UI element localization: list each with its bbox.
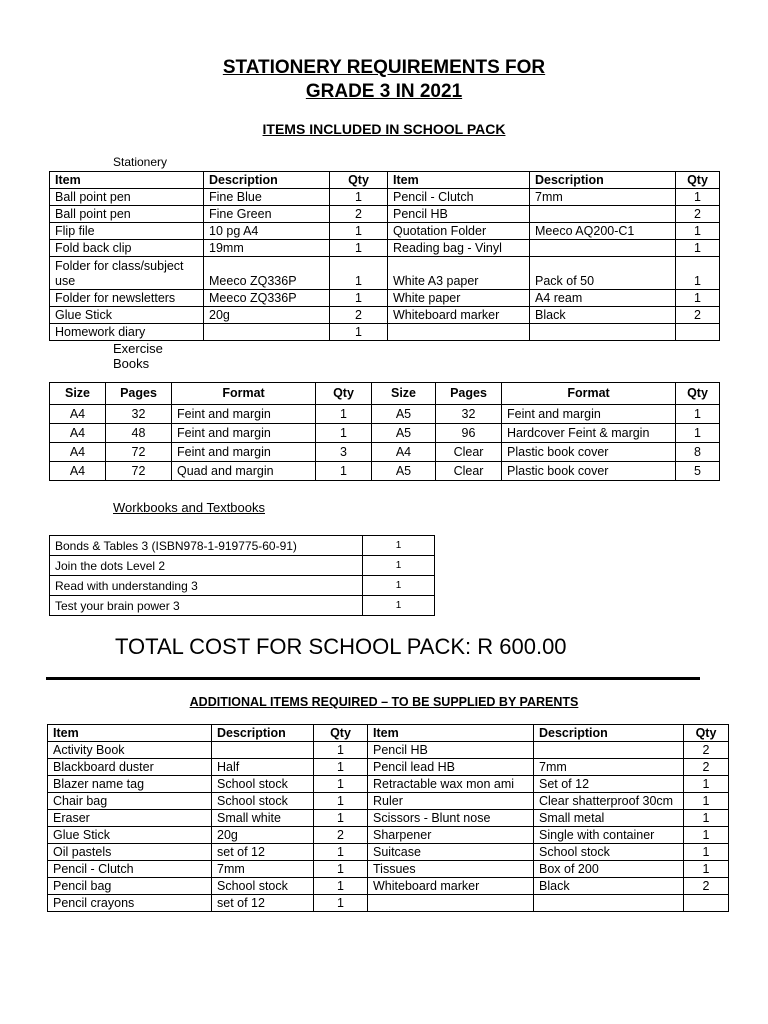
table-cell: 1 [684,776,729,793]
school-pack-heading: ITEMS INCLUDED IN SCHOOL PACK [262,121,506,137]
table-cell: Pack of 50 [530,257,676,290]
table-cell: 7mm [530,189,676,206]
table-cell [530,240,676,257]
table-cell: Blazer name tag [48,776,212,793]
table-cell: School stock [534,844,684,861]
table-cell: 1 [316,462,372,481]
table-row [50,223,720,240]
table-cell: 1 [330,324,388,341]
column-header: Description [212,725,314,742]
table-cell: School stock [212,776,314,793]
stationery-label: Stationery [113,155,168,169]
table-cell: 1 [314,861,368,878]
table-cell: Set of 12 [534,776,684,793]
table-cell: Ruler [368,793,534,810]
table-cell: Feint and margin [502,405,676,424]
column-header: Description [534,725,684,742]
table-cell: 1 [314,759,368,776]
table-cell: 1 [676,223,720,240]
table-cell: Sharpener [368,827,534,844]
table-cell [530,206,676,223]
column-header: Item [388,172,530,189]
table-cell: Small metal [534,810,684,827]
table-cell: A4 [372,443,436,462]
table-cell: A4 [50,462,106,481]
table-cell: 1 [330,223,388,240]
table-cell: Chair bag [48,793,212,810]
table-cell: 3 [316,443,372,462]
table-cell: School stock [212,793,314,810]
table-cell: 1 [314,793,368,810]
table-cell: 48 [106,424,172,443]
table-cell: 1 [684,844,729,861]
table-cell: Feint and margin [172,424,316,443]
table-cell: Tissues [368,861,534,878]
table-row [48,844,729,861]
table-cell [204,324,330,341]
table-cell: 1 [676,189,720,206]
table-cell: 1 [676,405,720,424]
table-cell: 2 [684,878,729,895]
table-cell [212,742,314,759]
table-cell: 1 [330,257,388,290]
table-cell [388,324,530,341]
table-cell: 1 [330,290,388,307]
column-header: Description [530,172,676,189]
table-cell [534,895,684,912]
table-cell: Half [212,759,314,776]
table-cell: 1 [684,827,729,844]
additional-items-table [47,724,729,912]
table-cell: 96 [436,424,502,443]
table-cell: Flip file [50,223,204,240]
table-cell: 2 [676,206,720,223]
table-cell: 1 [314,810,368,827]
table-cell: 1 [363,556,435,576]
table-cell: A4 [50,405,106,424]
table-cell: Box of 200 [534,861,684,878]
table-cell [534,742,684,759]
table-cell [368,895,534,912]
column-header: Size [50,383,106,405]
table-cell: 1 [676,290,720,307]
table-cell: Glue Stick [50,307,204,324]
table-cell: Ball point pen [50,206,204,223]
table-cell: 1 [363,576,435,596]
table-cell: 2 [684,759,729,776]
table-cell: Fold back clip [50,240,204,257]
table-cell: Quad and margin [172,462,316,481]
column-header: Item [368,725,534,742]
table-cell: 1 [314,844,368,861]
column-header: Qty [330,172,388,189]
column-header: Format [172,383,316,405]
table-cell: Suitcase [368,844,534,861]
table-row [48,861,729,878]
table-cell [530,324,676,341]
workbooks-table [49,535,435,616]
table-cell: A4 ream [530,290,676,307]
table-row [48,793,729,810]
table-cell: Single with container [534,827,684,844]
table-cell: 8 [676,443,720,462]
table-row [50,536,435,556]
table-cell: 1 [684,793,729,810]
table-cell: Bonds & Tables 3 (ISBN978-1-919775-60-91) [50,536,363,556]
table-cell: 1 [363,536,435,556]
table-cell: Glue Stick [48,827,212,844]
page-title-line1: STATIONERY REQUIREMENTS FOR [222,57,546,78]
table-cell: 7mm [212,861,314,878]
column-header: Qty [676,172,720,189]
table-cell: Join the dots Level 2 [50,556,363,576]
table-row [48,810,729,827]
table-cell: 10 pg A4 [204,223,330,240]
table-cell: 1 [676,257,720,290]
table-cell [676,324,720,341]
table-row [50,290,720,307]
column-header: Pages [436,383,502,405]
table-cell: 1 [314,878,368,895]
table-cell: 72 [106,462,172,481]
table-cell: 1 [330,240,388,257]
table-cell: Clear shatterproof 30cm [534,793,684,810]
table-cell: Pencil crayons [48,895,212,912]
table-cell: Feint and margin [172,405,316,424]
table-cell: Clear [436,462,502,481]
table-cell: Small white [212,810,314,827]
table-cell: Pencil bag [48,878,212,895]
table-row [48,776,729,793]
table-cell: 1 [676,424,720,443]
table-row [48,827,729,844]
table-cell: Activity Book [48,742,212,759]
table-cell: Read with understanding 3 [50,576,363,596]
column-header: Qty [316,383,372,405]
table-cell: 1 [314,895,368,912]
table-cell: Pencil HB [388,206,530,223]
table-cell: Reading bag - Vinyl [388,240,530,257]
table-cell: Scissors - Blunt nose [368,810,534,827]
table-cell: 1 [684,810,729,827]
table-cell: Folder for newsletters [50,290,204,307]
table-row [50,307,720,324]
table-cell: Folder for class/subject use [50,257,204,290]
table-cell: 2 [676,307,720,324]
table-row [48,759,729,776]
table-cell: 1 [330,189,388,206]
table-row [50,206,720,223]
table-cell: A4 [50,424,106,443]
additional-items-heading: ADDITIONAL ITEMS REQUIRED – TO BE SUPPLIED BY PARENTS [189,695,579,709]
table-cell: Quotation Folder [388,223,530,240]
table-cell: Homework diary [50,324,204,341]
table-row [50,324,720,341]
table-cell: Fine Blue [204,189,330,206]
table-cell: Meeco ZQ336P [204,257,330,290]
table-cell: 1 [314,742,368,759]
table-cell: White A3 paper [388,257,530,290]
column-header: Qty [314,725,368,742]
table-cell: 2 [684,742,729,759]
column-header: Size [372,383,436,405]
exercise-books-label: Exercise Books [113,341,199,383]
table-cell: 1 [316,405,372,424]
exercise-books-table [49,382,720,481]
table-cell: Pencil lead HB [368,759,534,776]
table-cell: Whiteboard marker [388,307,530,324]
table-cell: 2 [330,307,388,324]
table-cell: School stock [212,878,314,895]
table-cell: 19mm [204,240,330,257]
divider [46,677,700,680]
table-cell: Pencil HB [368,742,534,759]
table-cell: Feint and margin [172,443,316,462]
table-cell: 2 [314,827,368,844]
column-header: Item [50,172,204,189]
table-cell: 2 [330,206,388,223]
table-cell: Plastic book cover [502,462,676,481]
table-cell: White paper [388,290,530,307]
table-cell: Meeco ZQ336P [204,290,330,307]
page-title-line2: GRADE 3 IN 2021 [305,81,463,102]
table-cell: Black [530,307,676,324]
workbooks-label: Workbooks and Textbooks [113,500,265,515]
table-row [50,596,435,616]
table-cell: Oil pastels [48,844,212,861]
table-cell: 72 [106,443,172,462]
table-cell: Clear [436,443,502,462]
table-cell: A5 [372,405,436,424]
table-row [50,462,720,481]
table-cell: Retractable wax mon ami [368,776,534,793]
table-row [50,556,435,576]
table-cell: Hardcover Feint & margin [502,424,676,443]
table-cell: 5 [676,462,720,481]
table-cell: Fine Green [204,206,330,223]
column-header: Qty [676,383,720,405]
table-cell: 20g [204,307,330,324]
table-row [48,895,729,912]
table-cell: A4 [50,443,106,462]
table-row [50,424,720,443]
stationery-table [49,171,720,341]
table-row [50,257,720,290]
table-cell [684,895,729,912]
table-cell: Pencil - Clutch [48,861,212,878]
table-cell: 1 [314,776,368,793]
table-cell: set of 12 [212,895,314,912]
table-cell: Whiteboard marker [368,878,534,895]
column-header: Description [204,172,330,189]
table-row [50,240,720,257]
table-cell: Ball point pen [50,189,204,206]
table-cell: 1 [363,596,435,616]
table-cell: Eraser [48,810,212,827]
column-header: Item [48,725,212,742]
table-cell: Test your brain power 3 [50,596,363,616]
table-cell: 1 [684,861,729,878]
table-row [50,189,720,206]
table-cell: 20g [212,827,314,844]
total-cost: TOTAL COST FOR SCHOOL PACK: R 600.00 [115,634,567,659]
table-row [50,443,720,462]
table-cell: 7mm [534,759,684,776]
table-row [50,405,720,424]
table-cell: Pencil - Clutch [388,189,530,206]
table-cell: set of 12 [212,844,314,861]
table-row [48,878,729,895]
table-cell: 32 [106,405,172,424]
table-row [48,742,729,759]
table-cell: Plastic book cover [502,443,676,462]
table-cell: 1 [316,424,372,443]
table-cell: A5 [372,462,436,481]
table-row [50,576,435,596]
column-header: Pages [106,383,172,405]
table-cell: 1 [676,240,720,257]
column-header: Format [502,383,676,405]
table-cell: Blackboard duster [48,759,212,776]
table-cell: A5 [372,424,436,443]
table-cell: Meeco AQ200-C1 [530,223,676,240]
column-header: Qty [684,725,729,742]
table-cell: 32 [436,405,502,424]
table-cell: Black [534,878,684,895]
